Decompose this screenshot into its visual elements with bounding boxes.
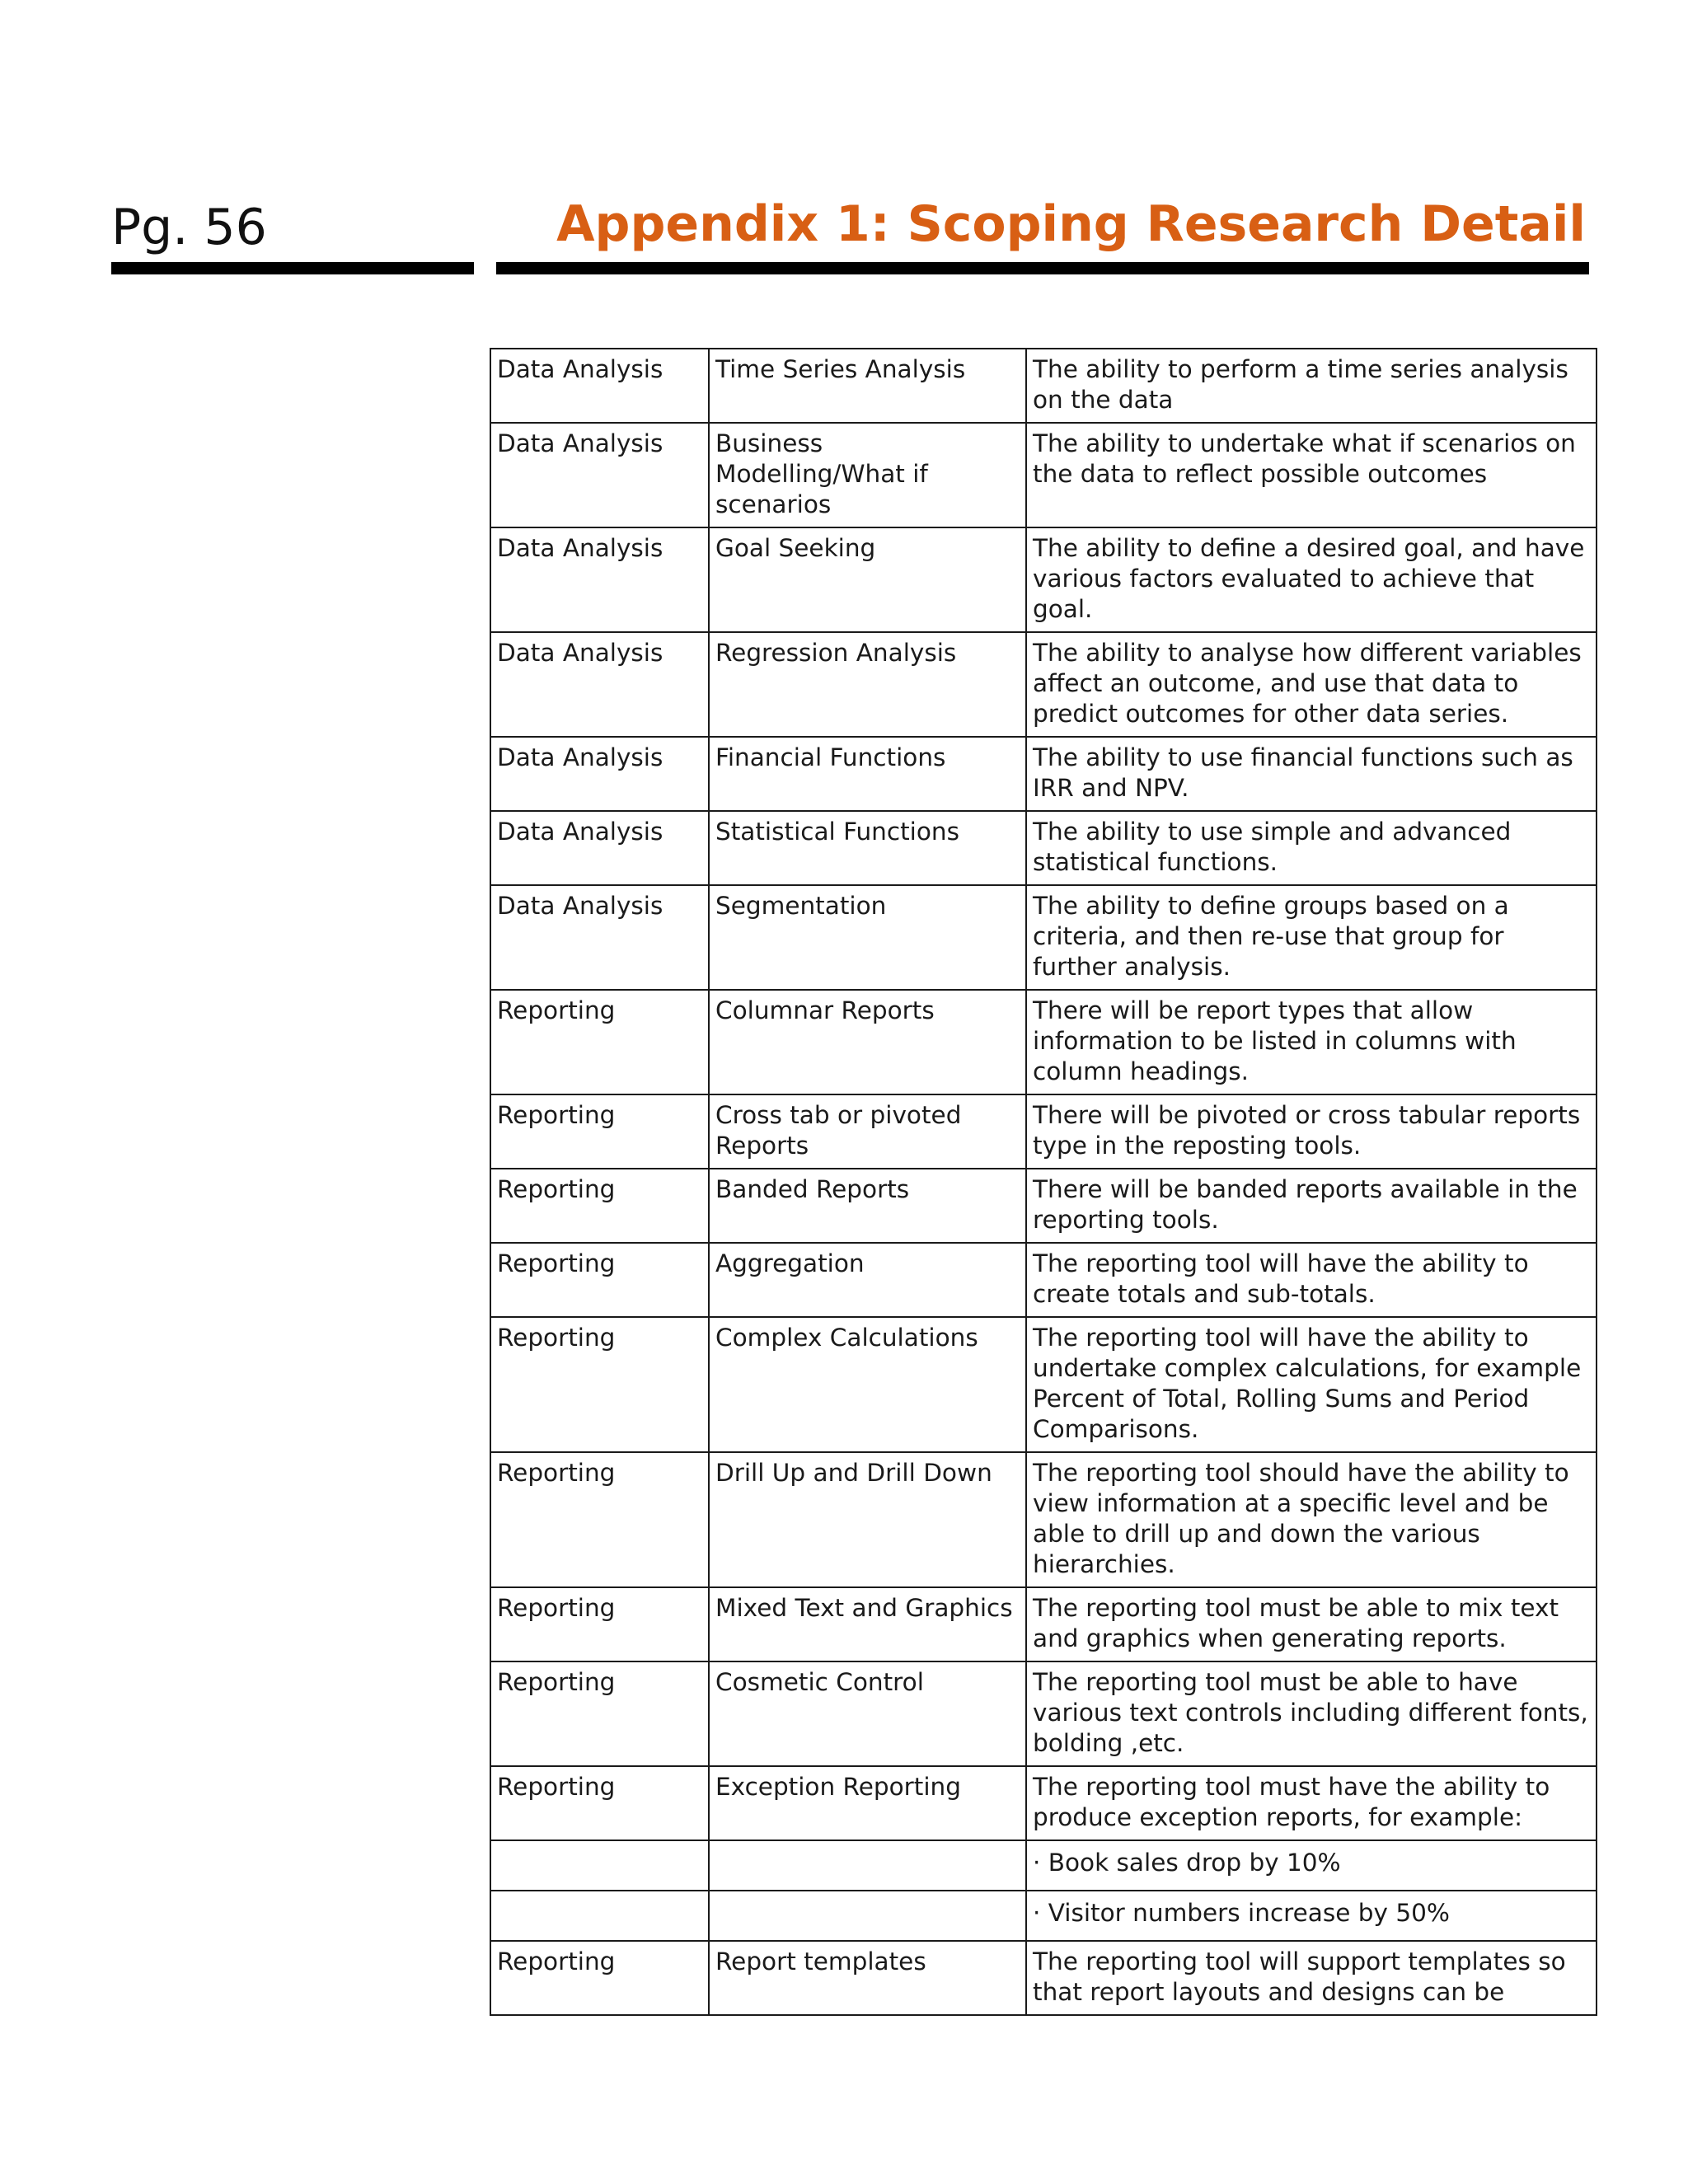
feature-cell: Columnar Reports — [709, 990, 1026, 1094]
header-rule-left — [111, 262, 474, 274]
table-row — [490, 1766, 1597, 1840]
description-cell: The reporting tool must have the ability to produce exception reports, for example: — [1026, 1766, 1597, 1840]
table-row — [490, 632, 1597, 737]
area-cell: Reporting — [490, 1587, 709, 1661]
area-cell: Reporting — [490, 1169, 709, 1243]
requirements-table — [490, 348, 1597, 2016]
table-row — [490, 885, 1597, 990]
table-row — [490, 737, 1597, 811]
description-cell: There will be banded reports available in the reporting tools. — [1026, 1169, 1597, 1243]
description-cell: The reporting tool will support templates so that report layouts and designs can be — [1026, 1941, 1597, 2015]
feature-cell: Report templates — [709, 1941, 1026, 2015]
feature-cell: Aggregation — [709, 1243, 1026, 1317]
area-cell: Reporting — [490, 1452, 709, 1587]
feature-cell: Cosmetic Control — [709, 1661, 1026, 1766]
description-cell: There will be report types that allow information to be listed in columns with column headings. — [1026, 990, 1597, 1094]
description-cell: The reporting tool will have the ability to create totals and sub-totals. — [1026, 1243, 1597, 1317]
feature-cell: Segmentation — [709, 885, 1026, 990]
feature-cell: Financial Functions — [709, 737, 1026, 811]
table-row — [490, 1840, 1597, 1891]
area-cell: Data Analysis — [490, 885, 709, 990]
feature-cell: Goal Seeking — [709, 527, 1026, 632]
table-row — [490, 990, 1597, 1094]
table-row — [490, 1661, 1597, 1766]
feature-cell: Time Series Analysis — [709, 349, 1026, 423]
feature-cell — [709, 1891, 1026, 1941]
table-row — [490, 1452, 1597, 1587]
area-cell: Reporting — [490, 1941, 709, 2015]
feature-cell: Banded Reports — [709, 1169, 1026, 1243]
area-cell: Reporting — [490, 1317, 709, 1452]
description-cell: The reporting tool must be able to mix text and graphics when generating reports. — [1026, 1587, 1597, 1661]
area-cell: Data Analysis — [490, 737, 709, 811]
feature-cell: Business Modelling/What if scenarios — [709, 423, 1026, 527]
description-cell: The ability to analyse how different variables affect an outcome, and use that data to predict outcomes for other data series. — [1026, 632, 1597, 737]
feature-cell: Exception Reporting — [709, 1766, 1026, 1840]
area-cell: Reporting — [490, 990, 709, 1094]
feature-cell: Complex Calculations — [709, 1317, 1026, 1452]
table-row — [490, 527, 1597, 632]
feature-cell: Mixed Text and Graphics — [709, 1587, 1026, 1661]
table-row — [490, 1941, 1597, 2015]
table-row — [490, 349, 1597, 423]
description-cell: The ability to use simple and advanced statistical functions. — [1026, 811, 1597, 885]
description-cell: The reporting tool must be able to have various text controls including different fonts, bolding ,etc. — [1026, 1661, 1597, 1766]
page-title: Appendix 1: Scoping Research Detail — [556, 195, 1586, 253]
description-cell: The reporting tool will have the ability to undertake complex calculations, for example Percent of Total, Rolling Sums and Period Comparisons. — [1026, 1317, 1597, 1452]
table-row — [490, 811, 1597, 885]
area-cell: Data Analysis — [490, 527, 709, 632]
table-row — [490, 1891, 1597, 1941]
description-cell: The ability to define groups based on a criteria, and then re-use that group for further analysis. — [1026, 885, 1597, 990]
page-number: Pg. 56 — [111, 199, 267, 256]
table-row — [490, 423, 1597, 527]
header-rule-right — [496, 262, 1589, 274]
area-cell: Data Analysis — [490, 349, 709, 423]
description-cell: The ability to define a desired goal, and have various factors evaluated to achieve that goal. — [1026, 527, 1597, 632]
area-cell: Reporting — [490, 1766, 709, 1840]
description-cell: The ability to undertake what if scenarios on the data to reflect possible outcomes — [1026, 423, 1597, 527]
description-cell: The reporting tool should have the ability to view information at a specific level and be able to drill up and down the various hierarchies. — [1026, 1452, 1597, 1587]
feature-cell: Drill Up and Drill Down — [709, 1452, 1026, 1587]
area-cell — [490, 1840, 709, 1891]
table-row — [490, 1169, 1597, 1243]
feature-cell: Statistical Functions — [709, 811, 1026, 885]
table-row — [490, 1243, 1597, 1317]
area-cell: Reporting — [490, 1661, 709, 1766]
area-cell: Data Analysis — [490, 423, 709, 527]
area-cell — [490, 1891, 709, 1941]
table-row — [490, 1587, 1597, 1661]
area-cell: Reporting — [490, 1243, 709, 1317]
description-cell: The ability to perform a time series analysis on the data — [1026, 349, 1597, 423]
description-cell: There will be pivoted or cross tabular reports type in the reposting tools. — [1026, 1094, 1597, 1169]
feature-cell: Regression Analysis — [709, 632, 1026, 737]
table-row — [490, 1317, 1597, 1452]
bullet-cell: · Visitor numbers increase by 50% — [1026, 1891, 1597, 1941]
description-cell: The ability to use financial functions such as IRR and NPV. — [1026, 737, 1597, 811]
area-cell: Data Analysis — [490, 632, 709, 737]
feature-cell: Cross tab or pivoted Reports — [709, 1094, 1026, 1169]
bullet-cell: · Book sales drop by 10% — [1026, 1840, 1597, 1891]
feature-cell — [709, 1840, 1026, 1891]
table-row — [490, 1094, 1597, 1169]
area-cell: Data Analysis — [490, 811, 709, 885]
area-cell: Reporting — [490, 1094, 709, 1169]
